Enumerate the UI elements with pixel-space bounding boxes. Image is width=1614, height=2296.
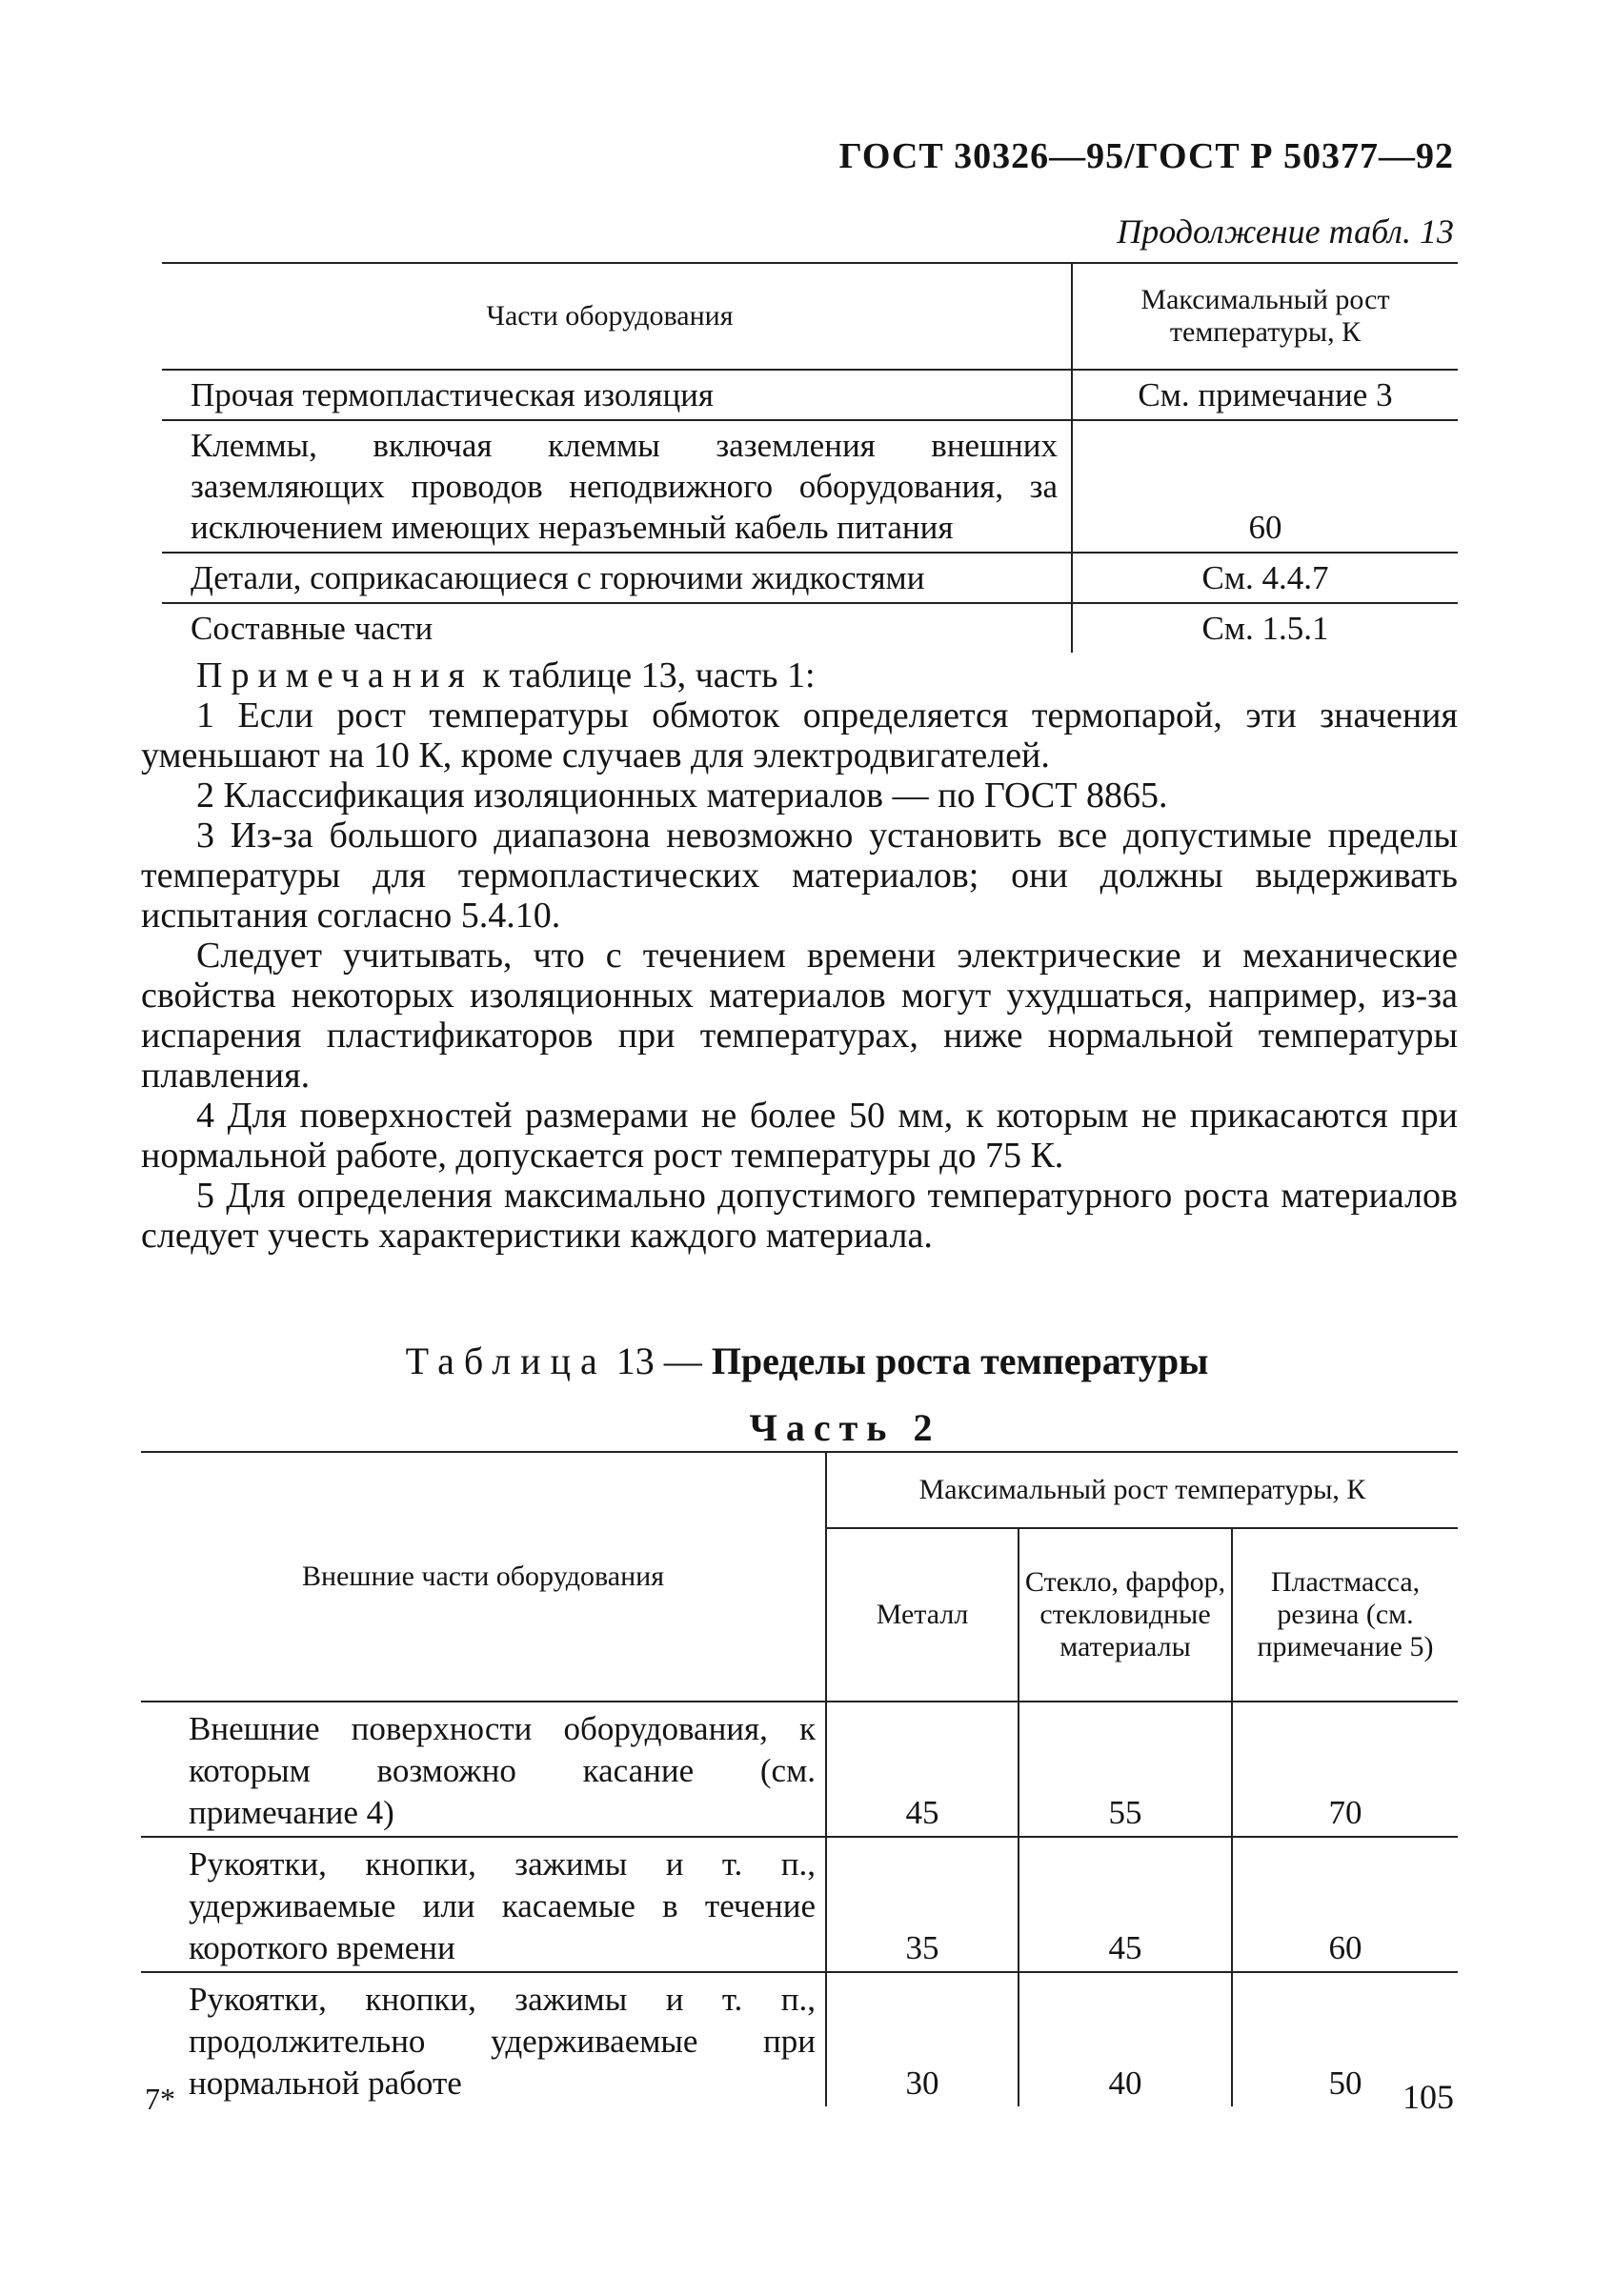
table-continuation-label: Продолжение табл. 13 bbox=[1117, 212, 1454, 251]
column-header-max-rise: Максимальный рост температуры, К bbox=[1072, 263, 1458, 370]
notes-label: Примечания bbox=[196, 655, 474, 695]
table-row bbox=[141, 1837, 1458, 1972]
row-value: См. 1.5.1 bbox=[1072, 603, 1458, 653]
subheader-metal: Металл bbox=[826, 1528, 1019, 1702]
row-metal-value: 35 bbox=[826, 1837, 1019, 1972]
notes-block bbox=[141, 655, 1458, 1256]
table-row bbox=[141, 1702, 1458, 1837]
table-2-title bbox=[0, 1339, 1614, 1383]
row-part: Рукоятки, кнопки, зажимы и т. п., продолжительно удерживаемые при нормальной работе bbox=[189, 1981, 816, 2102]
table-row bbox=[162, 420, 1458, 553]
table-13-part-1-continued bbox=[162, 262, 1458, 653]
subheader-glass: Стекло, фарфор, стекловидные материалы bbox=[1019, 1528, 1232, 1702]
row-part: Клеммы, включая клеммы заземления внешних заземляющих проводов неподвижного оборудования, за исключением имеющих неразъемный кабель питания bbox=[162, 420, 1072, 553]
row-plastic-value: 70 bbox=[1232, 1702, 1458, 1837]
note-item: 3 Из-за большого диапазона невозможно установить все допустимые пределы температуры для термопластических материалов; они должны выдерживать испытания согласно 5.4.10. bbox=[141, 816, 1458, 936]
note-item: 5 Для определения максимально допустимого температурного роста материалов следует учесть характеристики каждого материала. bbox=[141, 1176, 1458, 1256]
column-header-parts: Части оборудования bbox=[162, 263, 1072, 370]
table-title-number: 13 — bbox=[606, 1339, 712, 1382]
row-value: См. примечание 3 bbox=[1072, 370, 1458, 420]
row-part: Прочая термопластическая изоляция bbox=[162, 370, 1072, 420]
row-metal-value: 45 bbox=[826, 1702, 1019, 1837]
table-row bbox=[141, 1972, 1458, 2106]
signature-mark: 7* bbox=[145, 2082, 175, 2116]
table-row bbox=[162, 603, 1458, 653]
table-part-label: Часть 2 bbox=[749, 1406, 941, 1449]
row-plastic-value: 60 bbox=[1232, 1837, 1458, 1972]
column-header-max-rise-group: Максимальный рост температуры, К bbox=[826, 1452, 1458, 1528]
row-value: См. 4.4.7 bbox=[1072, 553, 1458, 603]
notes-heading-rest: к таблице 13, часть 1: bbox=[473, 655, 816, 695]
row-plastic-value: 50 bbox=[1232, 1972, 1458, 2106]
note-item: 2 Классификация изоляционных материалов — по ГОСТ 8865. bbox=[196, 775, 1168, 816]
row-metal-value: 30 bbox=[826, 1972, 1019, 2106]
table-title-text: Пределы роста температуры bbox=[711, 1339, 1209, 1382]
page-header: ГОСТ 30326—95/ГОСТ Р 50377—92 bbox=[838, 136, 1454, 176]
note-item: Следует учитывать, что с течением времени электрические и механические свойства некоторых изоляционных материалов могут ухудшаться, например, из-за испарения пластификаторов при температурах, ниже нормальной температуры плавления. bbox=[141, 936, 1458, 1096]
table-row bbox=[162, 370, 1458, 420]
row-glass-value: 45 bbox=[1019, 1837, 1232, 1972]
note-item: 1 Если рост температуры обмоток определяется термопарой, эти значения уменьшают на 10 К, кроме случаев для электродвигателей. bbox=[141, 695, 1458, 775]
row-part: Рукоятки, кнопки, зажимы и т. п., удерживаемые или касаемые в течение короткого времени bbox=[141, 1837, 826, 1972]
row-value: 60 bbox=[1072, 420, 1458, 553]
note-item: 4 Для поверхностей размерами не более 50 мм, к которым не прикасаются при нормальной работе, допускается рост температуры до 75 К. bbox=[141, 1096, 1458, 1176]
page-number: 105 bbox=[1402, 2078, 1454, 2116]
row-part: Детали, соприкасающиеся с горючими жидкостями bbox=[162, 553, 1072, 603]
table-13-part-2 bbox=[141, 1451, 1458, 2106]
column-header-external-parts: Внешние части оборудования bbox=[141, 1452, 826, 1702]
table-title-label: Таблица bbox=[405, 1339, 607, 1382]
notes-heading bbox=[141, 655, 1458, 695]
row-part: Внешние поверхности оборудования, к которым возможно касание (см. примечание 4) bbox=[141, 1702, 826, 1837]
row-part: Составные части bbox=[191, 610, 434, 647]
row-glass-value: 40 bbox=[1019, 1972, 1232, 2106]
subheader-plastic: Пластмасса, резина (см. примечание 5) bbox=[1232, 1528, 1458, 1702]
table-row bbox=[162, 553, 1458, 603]
row-glass-value: 55 bbox=[1019, 1702, 1232, 1837]
